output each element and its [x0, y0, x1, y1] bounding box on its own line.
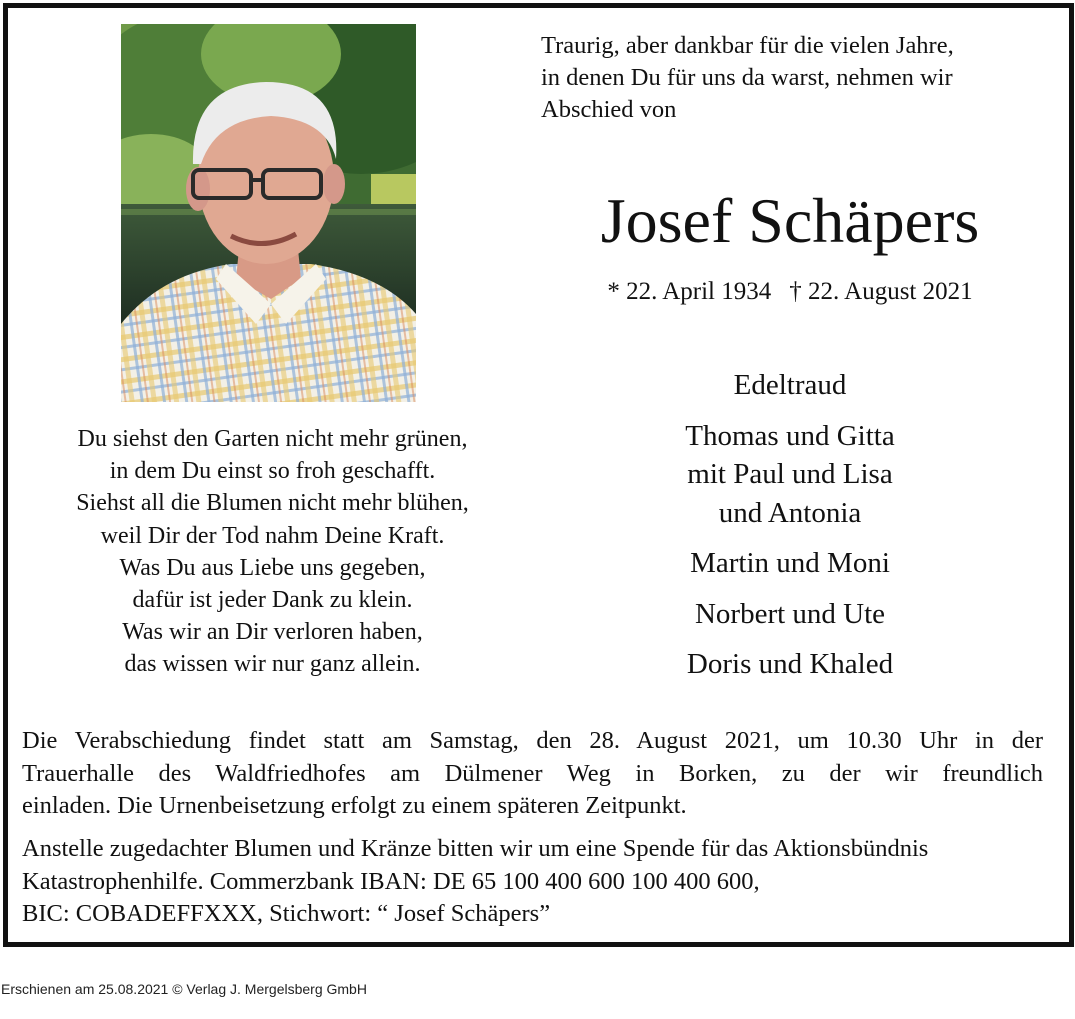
intro-text — [541, 30, 1061, 126]
life-dates — [520, 276, 1060, 308]
family-member: Norbert und Ute — [694, 597, 886, 630]
poem-line: Was wir an Dir verloren haben, — [122, 619, 423, 646]
family-group — [590, 645, 990, 684]
intro-line: Abschied von — [541, 96, 677, 123]
family-member: und Antonia — [718, 496, 862, 529]
poem — [20, 423, 525, 681]
family-member: mit Paul und Lisa — [687, 458, 893, 490]
death-date: † 22. August 2021 — [789, 278, 973, 305]
ceremony-paragraph — [22, 725, 1043, 823]
poem-line: das wissen wir nur ganz allein. — [124, 651, 421, 678]
ceremony-line: einladen. Die Urnenbeisetzung erfolgt zu einem späteren Zeitpunkt. — [22, 792, 687, 819]
donation-paragraph — [22, 833, 1043, 931]
birth-date: * 22. April 1934 — [607, 278, 772, 305]
donation-line: Anstelle zugedachter Blumen und Kränze bitten wir um eine Spende für das Aktionsbündnis — [22, 835, 929, 862]
poem-line: dafür ist jeder Dank zu klein. — [132, 587, 413, 614]
family-list — [590, 366, 990, 684]
poem-line: Was Du aus Liebe uns gegeben, — [119, 554, 426, 581]
family-member: Doris und Khaled — [686, 648, 894, 680]
donation-line: BIC: COBADEFFXXX, Stichwort: “ Josef Schäpers” — [22, 900, 551, 927]
poem-line: weil Dir der Tod nahm Deine Kraft. — [100, 522, 445, 549]
poem-line: in dem Du einst so froh geschafft. — [109, 458, 436, 485]
intro-line: Traurig, aber dankbar für die vielen Jahre, — [541, 32, 954, 59]
publication-footer: Erschienen am 25.08.2021 © Verlag J. Mergelsberg GmbH — [1, 981, 367, 997]
deceased-name: Josef Schäpers — [600, 185, 980, 256]
poem-line: Siehst all die Blumen nicht mehr blühen, — [76, 490, 469, 517]
poem-line: Du siehst den Garten nicht mehr grünen, — [77, 426, 468, 452]
ceremony-line: Trauerhalle des Waldfriedhofes am Dülmener Weg in Borken, zu der wir freundlich — [22, 759, 1043, 787]
intro-line: in denen Du für uns da warst, nehmen wir — [541, 64, 953, 91]
family-group — [590, 366, 990, 405]
portrait-photo — [121, 24, 416, 402]
family-member: Martin und Moni — [690, 547, 890, 579]
family-group — [590, 544, 990, 583]
family-member: Edeltraud — [733, 369, 847, 401]
donation-line: Katastrophenhilfe. Commerzbank IBAN: DE 65 100 400 600 100 400 600, — [22, 867, 760, 895]
ceremony-line: Die Verabschiedung findet statt am Samstag, den 28. August 2021, um 10.30 Uhr in der — [22, 727, 1043, 754]
family-group — [590, 595, 990, 634]
family-group — [590, 417, 990, 533]
family-member: Thomas und Gitta — [685, 419, 895, 452]
